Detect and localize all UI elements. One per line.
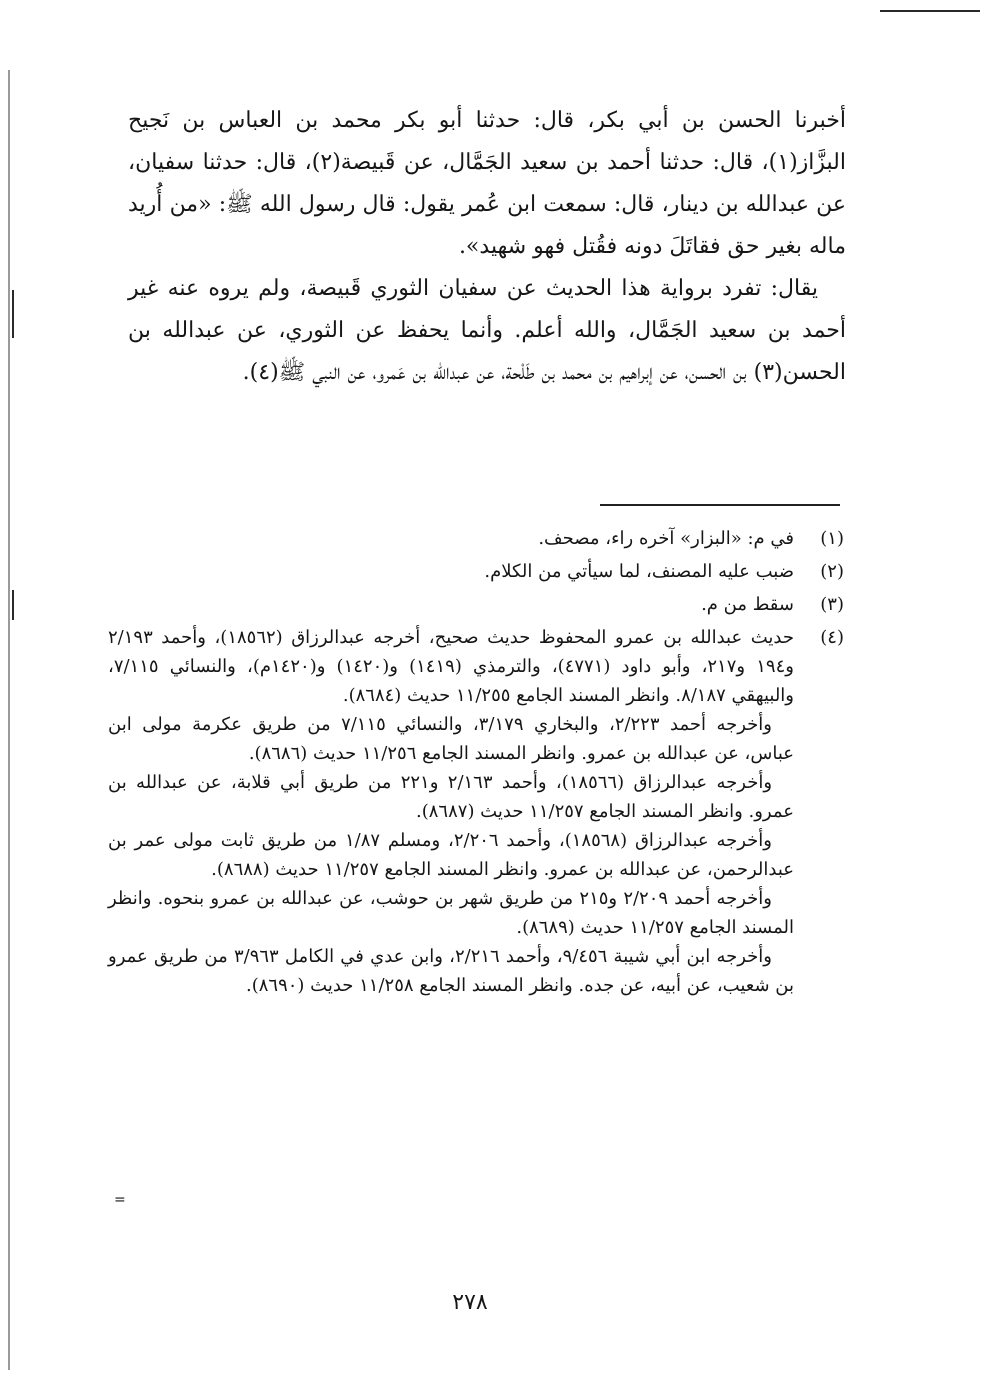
footnote-paragraph: وأخرجه أحمد ٢/٢٢٣، والبخاري ٣/١٧٩، والنسائي ٧/١١٥ من طريق عكرمة مولى ابن عباس، عن عبدالله بن عمرو. وانظر المسند الجامع ١١/٢٥٦ حديث (٨٦٨٦). bbox=[108, 714, 794, 764]
scan-edge-mark bbox=[12, 290, 14, 338]
footnote-number: (١) bbox=[820, 528, 844, 549]
footnote-separator bbox=[600, 504, 840, 506]
main-paragraph-1: أخبرنا الحسن بن أبي بكر، قال: حدثنا أبو بكر محمد بن العباس بن نَجيح البزَّاز(١)، قال: حدثنا أحمد بن سعيد الجَمَّال، عن قَبيصة(٢)، قال: حدثنا سفيان، عن عبدالله بن دينار، قال: سمعت ابن عُمر يقول: قال رسول الله ﷺ: «من أُريد ماله بغير حق فقاتَلَ دونه فقُتل فهو شهيد». bbox=[128, 108, 846, 259]
footnote-text bbox=[108, 524, 794, 553]
footnote-4 bbox=[108, 623, 844, 1000]
footnote-paragraph: ضبب عليه المصنف، لما سيأتي من الكلام. bbox=[484, 561, 794, 582]
footnote-paragraph: سقط من م. bbox=[701, 594, 794, 615]
footnote-number: (٤) bbox=[820, 627, 844, 648]
main-text bbox=[128, 100, 846, 394]
footnote-paragraph: وأخرجه أحمد ٢/٢٠٩ و٢١٥ من طريق شهر بن حوشب، عن عبدالله بن عمرو بنحوه. وانظر المسند الجامع ١١/٢٥٧ حديث (٨٦٨٩). bbox=[108, 888, 794, 938]
scan-edge-left bbox=[8, 70, 10, 1370]
scan-edge-mark bbox=[12, 590, 14, 620]
footnote-paragraph: في م: «البزار» آخره راء، مصحف. bbox=[538, 528, 794, 549]
page-number: ٢٧٨ bbox=[452, 1290, 488, 1315]
footnote-text bbox=[108, 557, 794, 586]
footnote-paragraph: وأخرجه عبدالرزاق (١٨٥٦٦)، وأحمد ٢/١٦٣ و٢٢١ من طريق أبي قلابة، عن عبدالله بن عمرو. وانظر المسند الجامع ١١/٢٥٧ حديث (٨٦٨٧). bbox=[108, 772, 794, 822]
footnote-3 bbox=[108, 590, 844, 619]
footnote-text bbox=[108, 623, 794, 1000]
footnote-text bbox=[108, 590, 794, 619]
footnote-1 bbox=[108, 524, 844, 553]
footnote-paragraph: وأخرجه عبدالرزاق (١٨٥٦٨)، وأحمد ٢/٢٠٦، ومسلم ١/٨٧ من طريق ثابت مولى عمر بن عبدالرحمن، عن عبدالله بن عمرو. وانظر المسند الجامع ١١/٢٥٧ حديث (٨٦٨٨). bbox=[108, 830, 794, 880]
continuation-mark: = bbox=[114, 1192, 126, 1208]
footnote-2 bbox=[108, 557, 844, 586]
footnote-paragraph: حديث عبدالله بن عمرو المحفوظ حديث صحيح، أخرجه عبدالرزاق (١٨٥٦٢)، وأحمد ٢/١٩٣ و١٩٤ و٢١٧، وأبو داود (٤٧٧١)، والترمذي (١٤١٩) و(١٤٢٠) و(١٤٢٠م)، والنسائي ٧/١١٥، والبيهقي ٨/١٨٧. وانظر المسند الجامع ١١/٢٥٥ حديث (٨٦٨٤). bbox=[108, 627, 794, 706]
main-paragraph-2: يقال: تفرد برواية هذا الحديث عن سفيان الثوري قَبيصة، ولم يروه عنه غير أحمد بن سعيد الجَمَّال، والله أعلم. وأنما يحفظ عن الثوري، عن عبدالله بن الحسن(٣) بن الحسن، عن إبراهيم بن محمد بن طَلْحة، عن عبدالله بن عَمرو، عن النبي ﷺ(٤). bbox=[128, 276, 846, 385]
footnote-number: (٢) bbox=[820, 561, 844, 582]
footnote-paragraph: وأخرجه ابن أبي شيبة ٩/٤٥٦، وأحمد ٢/٢١٦، وابن عدي في الكامل ٣/٩٦٣ من طريق عمرو بن شعيب، عن أبيه، عن جده. وانظر المسند الجامع ١١/٢٥٨ حديث (٨٦٩٠). bbox=[108, 946, 794, 996]
footnotes bbox=[108, 524, 844, 1004]
footnote-number: (٣) bbox=[820, 594, 844, 615]
scan-edge-top bbox=[880, 10, 980, 12]
